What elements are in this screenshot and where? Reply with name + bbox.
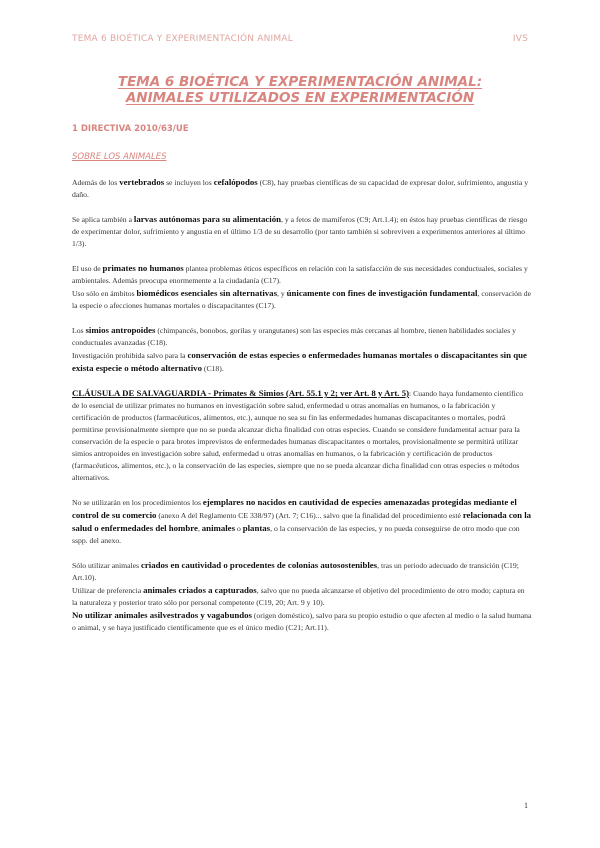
paragraph-primates bbox=[72, 262, 532, 312]
paragraph-larvas bbox=[72, 213, 532, 250]
title-line-1: TEMA 6 BIOÉTICA Y EXPERIMENTACIÓN ANIMAL: bbox=[117, 74, 483, 90]
title-line-2: ANIMALES UTILIZADOS EN EXPERIMENTACIÓN bbox=[125, 90, 475, 106]
page-number: 1 bbox=[524, 801, 528, 810]
document-body bbox=[72, 176, 532, 646]
text: , salvo que no pueda alcanzarse el objetivo del procedimiento de otro modo; captura en la naturaleza y posterior trato sólo por personal competente (C19, 20; Art. 9 y 10). bbox=[72, 586, 525, 607]
text: Investigación prohibida salvo para la bbox=[72, 351, 188, 360]
text: , o la conservación de las especies, y no pueda conseguirse de otro modo que con sspp. del anexo. bbox=[72, 524, 520, 545]
header-initials: IVS bbox=[512, 34, 528, 44]
text: Se aplica también a bbox=[72, 215, 134, 224]
text: , y a fetos de mamíferos (C9; Art.1.4); en éstos hay pruebas científicas de riesgo de experimentar dolor, sufrimiento y angustia en el último 1/3 de su desarrollo (por tanto también si sobreviven a experimentos anteriores al último 1/3). bbox=[72, 215, 528, 248]
text: se incluyen los bbox=[164, 178, 214, 187]
directive-heading: 1 DIRECTIVA 2010/63/UE bbox=[72, 124, 189, 134]
bold-term: plantas bbox=[242, 523, 271, 533]
text: (C8), hay pruebas científicas de su capacidad de expresar dolor, sufrimiento, angustia y daño. bbox=[72, 178, 529, 199]
bold-term: vertebrados bbox=[119, 177, 165, 187]
text: El uso de bbox=[72, 264, 103, 273]
bold-term: biomédicos esenciales sin alternativas bbox=[136, 288, 277, 298]
bold-term: criados en cautividad o procedentes de colonias autosostenibles bbox=[140, 560, 378, 570]
bold-term: animales bbox=[201, 523, 236, 533]
paragraph-cautividad bbox=[72, 559, 532, 634]
clausula-heading: CLÁUSULA DE SALVAGUARDIA - Primates & Simios (Art. 55.1 y 2; ver Art. 8 y Art. 5) bbox=[72, 388, 410, 398]
text: Además de los bbox=[72, 178, 120, 187]
section-heading: SOBRE LOS ANIMALES bbox=[72, 152, 167, 162]
text: , bbox=[197, 524, 202, 533]
bold-term: ejemplares no nacidos en cautividad de especies amenazadas protegidas mediante el control de su comercio bbox=[72, 497, 517, 520]
text: : Cuando haya fundamento científico de lo esencial de utilizar primates no humanos en investigación sobre salud, enfermedad u otras anomalías en humanos, o la fabricación y certificación de productos (farmacéuticos, alimentos, etc.), aunque no sea su fin las enfermedades humanas discapacitantes o mortales, podrá permitirse provisionalmente siempre que no se pueda alcanzar dicha finalidad con otras especies. Cuando se considere fundamental actuar para la conservación de la especie o para brotes imprevistos de enfermedades humanas discapacitantes o mortales, provisionalmente se permitirá utilizar simios antropoides en investigación sobre salud, enfermedad u otras anomalías en humanos, o la fabricación y certificación de productos (farmacéuticos, alimentos, etc.), o la conservación de las especies, siempre que no se pueda alcanzar dicha finalidad con otras especies o métodos alternativos. bbox=[72, 389, 524, 482]
text: , y bbox=[277, 289, 287, 298]
bold-term: No utilizar animales asilvestrados y vagabundos bbox=[72, 610, 252, 620]
paragraph-clausula bbox=[72, 387, 532, 484]
paragraph-no-nacidos bbox=[72, 496, 532, 547]
text: , tras un periodo adecuado de transición (C19; Art.10). bbox=[72, 561, 519, 582]
text: (C18). bbox=[201, 364, 224, 373]
bold-term: relacionada con la salud o enfermedades del hombre bbox=[72, 510, 532, 533]
text: Uso sólo en ámbitos bbox=[72, 289, 137, 298]
text: (origen doméstico), salvo para su propio estudio o que afecten al medio o la salud humana o animal, y se haya justificado científicamente que es el único medio (C21; Art.11). bbox=[72, 611, 532, 632]
paragraph-vertebrados bbox=[72, 176, 532, 201]
header-title: TEMA 6 BIOÉTICA Y EXPERIMENTACIÓN ANIMAL bbox=[72, 34, 293, 44]
bold-term: cefalópodos bbox=[213, 177, 258, 187]
document-title bbox=[60, 74, 540, 106]
paragraph-simios bbox=[72, 324, 532, 375]
text: , conservación de la especie o afecciones humanas mortales o discapacitantes (C17). bbox=[72, 289, 532, 310]
bold-term: únicamente con fines de investigación fundamental bbox=[286, 288, 478, 298]
bold-term: primates no humanos bbox=[102, 263, 184, 273]
text: No se utilizarán en los procedimientos los bbox=[72, 498, 203, 507]
bold-term: animales criados a capturados bbox=[143, 585, 257, 595]
page-header bbox=[72, 34, 528, 44]
text: (chimpancés, bonobos, gorilas y orangutanes) son las especies más cercanas al hombre, tienen habilidades sociales y conductuales avanzadas (C18). bbox=[72, 326, 516, 347]
bold-term: larvas autónomas para su alimentación bbox=[133, 214, 282, 224]
text: o bbox=[235, 524, 243, 533]
text: Los bbox=[72, 326, 86, 335]
bold-term: conservación de estas especies o enfermedades humanas mortales o discapacitantes sin que exista especie o método alternativo bbox=[72, 350, 527, 373]
text: plantea problemas éticos específicos en relación con la satisfacción de sus necesidades conductuales, sociales y ambientales. Además preocupa enormemente a la ciudadanía (C17). bbox=[72, 264, 528, 285]
text: Utilizar de preferencia bbox=[72, 586, 144, 595]
text: Sólo utilizar animales bbox=[72, 561, 141, 570]
bold-term: simios antropoides bbox=[85, 325, 156, 335]
text: (anexo A del Reglamento CE 338/97) (Art. 7; C16)... salvo que la finalidad del procedimiento esté bbox=[156, 511, 463, 520]
